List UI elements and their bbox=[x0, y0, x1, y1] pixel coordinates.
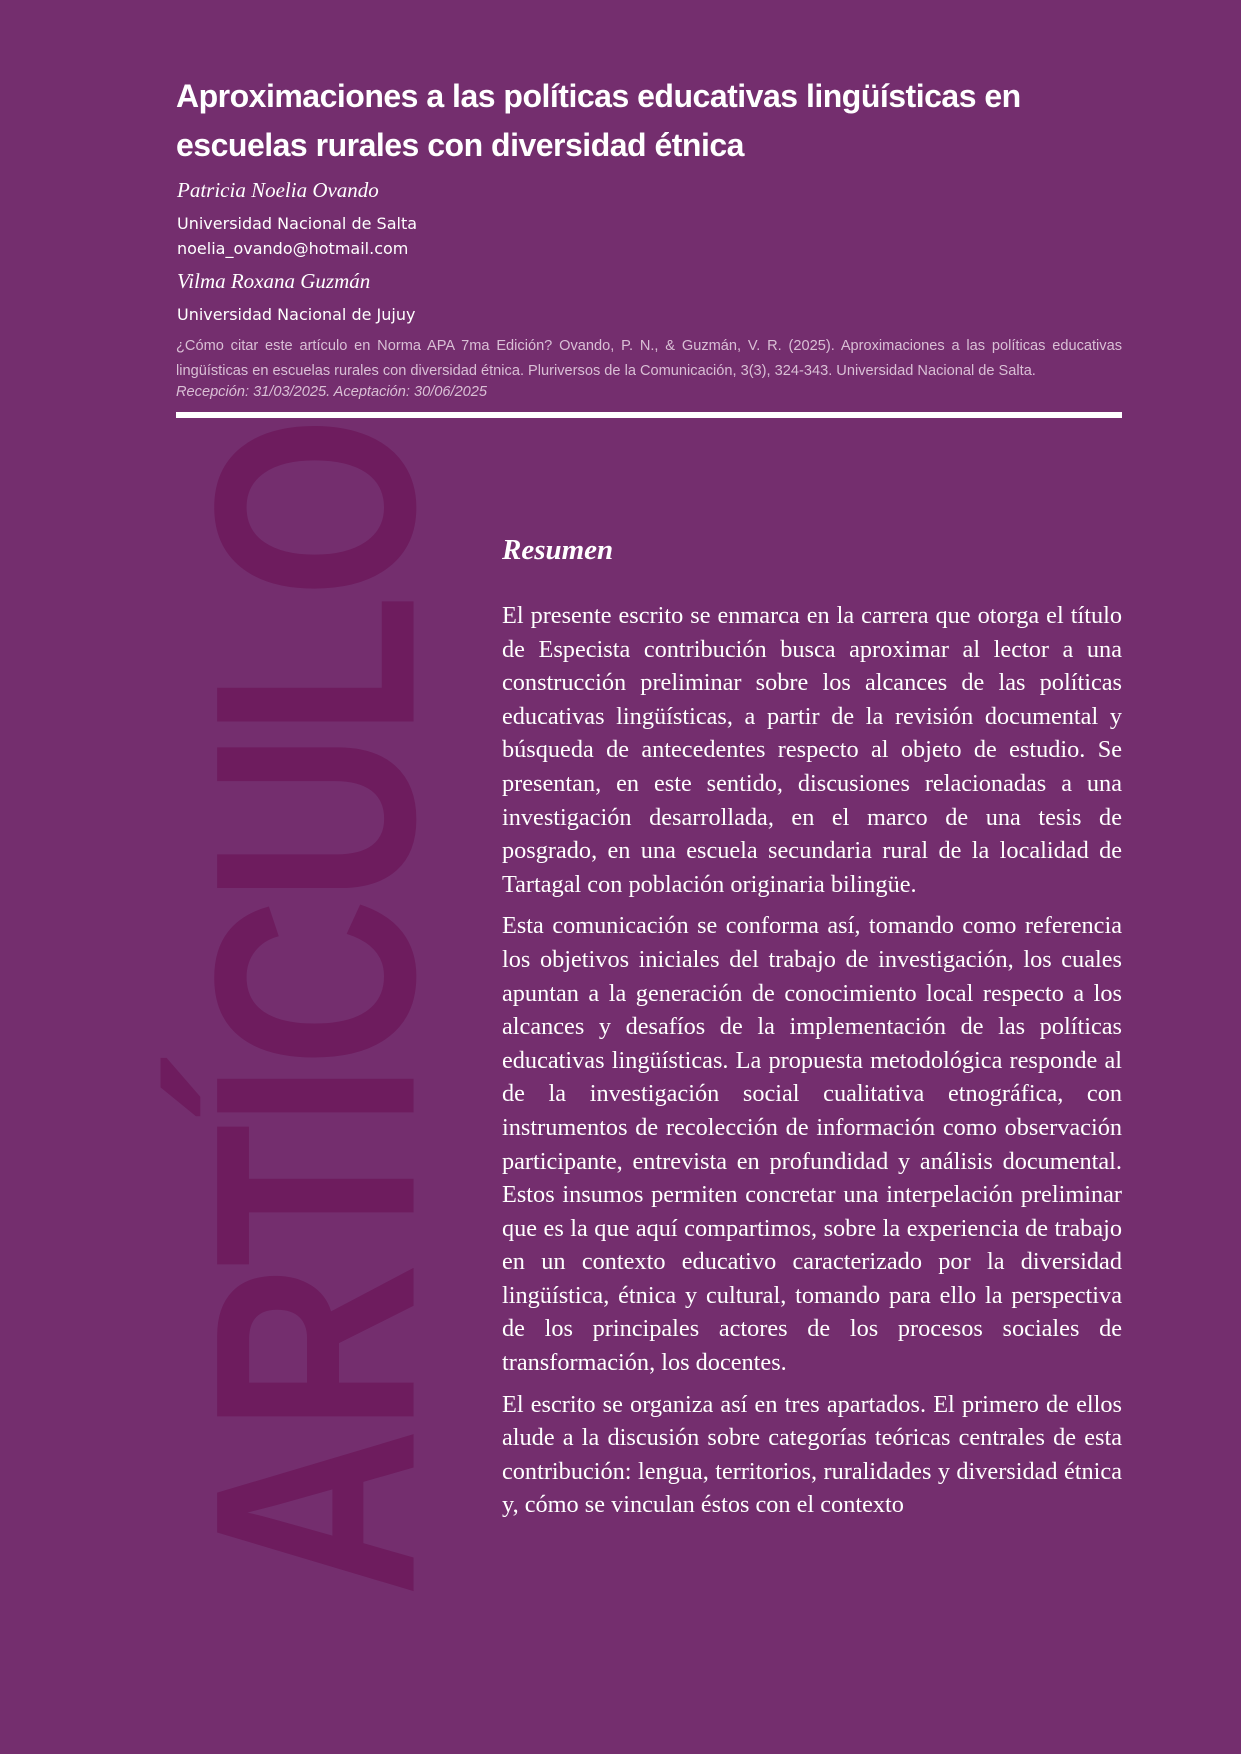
section-label-vertical: ARTÍCULO bbox=[154, 420, 475, 1597]
author-email[interactable]: noelia_ovando@hotmail.com bbox=[177, 239, 409, 258]
author-affiliation: Universidad Nacional de Salta bbox=[177, 214, 418, 233]
article-title: Aproximaciones a las políticas educativas lingüísticas en escuelas rurales con diversidad étnica bbox=[176, 78, 1021, 163]
citation-text: ¿Cómo citar este artículo en Norma APA 7ma Edición? Ovando, P. N., & Guzmán, V. R. (2025). Aproximaciones a las políticas educativas lingüísticas en escuelas rurales con diversidad étnica. Pluriversos de la Comunicación, 3(3), 324-343. Universidad Nacional de Salta. bbox=[176, 338, 1122, 379]
header-divider bbox=[176, 412, 1122, 418]
author-affiliation: Universidad Nacional de Jujuy bbox=[177, 305, 416, 324]
abstract-paragraph: El presente escrito se enmarca en la carrera que otorga el título de Especista contribución busca aproximar al lector a una construcción preliminar sobre los alcances de las políticas educativas lingüísticas, a partir de la revisión documental y búsqueda de antecedentes respecto al objeto de estudio. Se presentan, en este sentido, discusiones relacionadas a una investigación desarrollada, en el marco de una tesis de posgrado, en una escuela secundaria rural de la localidad de Tartagal con población originaria bilingüe. bbox=[502, 602, 1122, 898]
author-name: Patricia Noelia Ovando bbox=[177, 178, 379, 202]
abstract-paragraph: El escrito se organiza así en tres apartados. El primero de ellos alude a la discusión sobre categorías teóricas centrales de esta contribución: lengua, territorios, ruralidades y diversidad étnica y, cómo se vinculan éstos con el contexto bbox=[502, 1390, 1122, 1519]
abstract-paragraph: Esta comunicación se conforma así, tomando como referencia los objetivos iniciales del trabajo de investigación, los cuales apuntan a la generación de conocimiento local respecto a los alcances y desafíos de la implementación de las políticas educativas lingüísticas. La propuesta metodológica responde al de la investigación social cualitativa etnográfica, con instrumentos de recolección de información como observación participante, entrevista en profundidad y análisis documental. Estos insumos permiten concretar una interpelación preliminar que es la que aquí compartimos, sobre la experiencia de trabajo en un contexto educativo caracterizado por la diversidad lingüística, étnica y cultural, tomando para ello la perspectiva de los principales actores de los procesos sociales de transformación, los docentes. bbox=[502, 912, 1122, 1377]
abstract-body bbox=[502, 599, 1122, 1530]
author-name: Vilma Roxana Guzmán bbox=[177, 269, 371, 293]
reception-dates: Recepción: 31/03/2025. Aceptación: 30/06/2025 bbox=[176, 384, 488, 400]
abstract-heading: Resumen bbox=[502, 534, 614, 566]
